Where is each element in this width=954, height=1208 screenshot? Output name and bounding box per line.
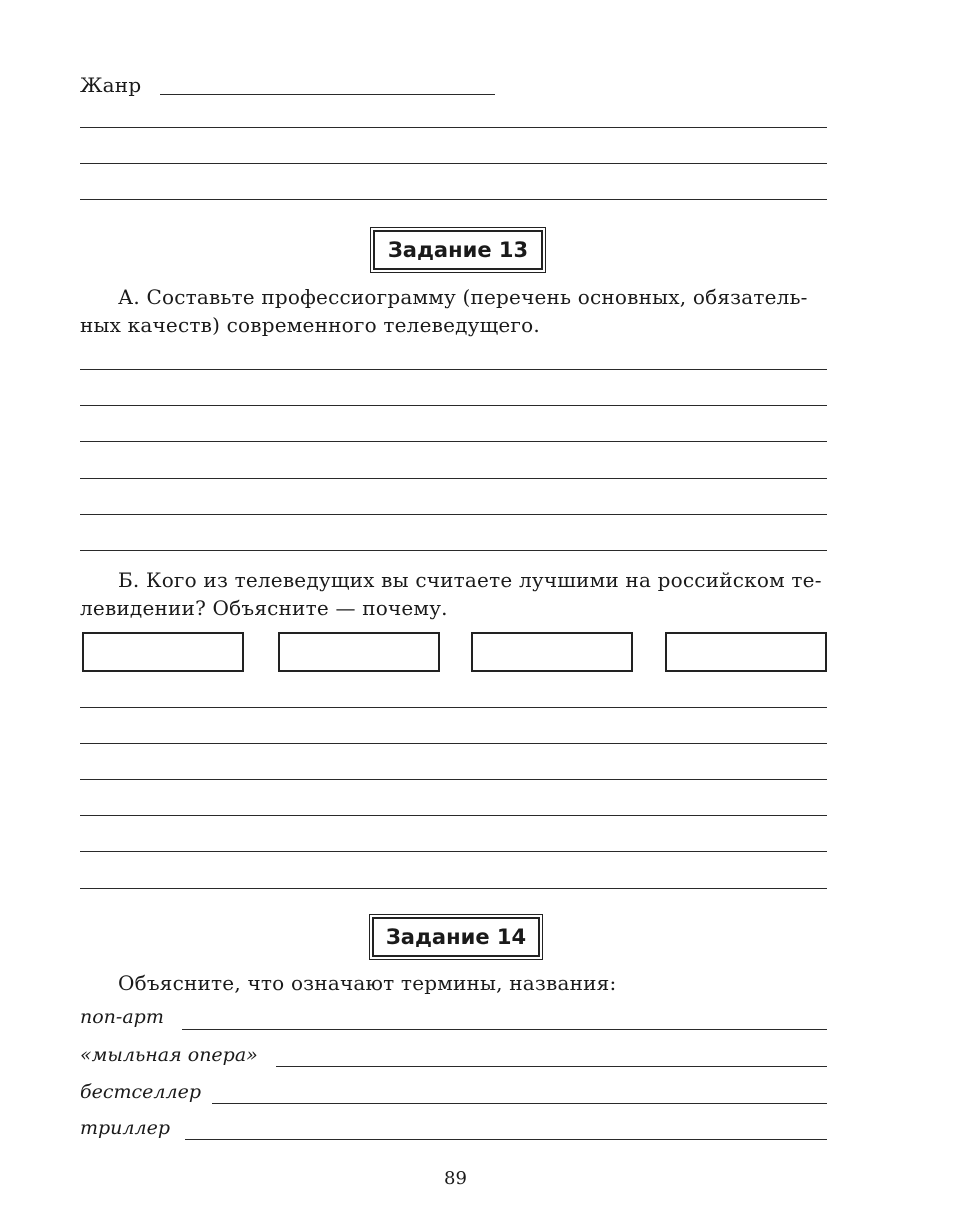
genre-answer-line[interactable] [160, 94, 495, 95]
term-soap-opera: «мыльная опера» [80, 1044, 258, 1066]
presenter-box-2[interactable] [278, 632, 440, 672]
answer-line[interactable] [80, 163, 827, 164]
task-13b-line1: Б. Кого из телеведущих вы считаете лучшими на российском те- [118, 568, 822, 592]
answer-line[interactable] [80, 888, 827, 889]
answer-line[interactable] [80, 478, 827, 479]
task-13b-line2: левидении? Объясните — почему. [80, 596, 448, 620]
answer-line[interactable] [80, 441, 827, 442]
presenter-box-1[interactable] [82, 632, 244, 672]
presenter-box-3[interactable] [471, 632, 633, 672]
term-bestseller: бестселлер [80, 1081, 201, 1103]
answer-line[interactable] [80, 779, 827, 780]
answer-line[interactable] [80, 127, 827, 128]
task-14-title: Задание 14 [372, 917, 540, 957]
answer-line[interactable] [80, 369, 827, 370]
answer-line[interactable] [80, 851, 827, 852]
answer-line[interactable] [80, 550, 827, 551]
task-13a-line1: А. Составьте профессиограмму (перечень основных, обязатель- [118, 285, 808, 309]
term-answer-line[interactable] [212, 1103, 827, 1104]
term-answer-line[interactable] [276, 1066, 827, 1067]
answer-line[interactable] [80, 405, 827, 406]
answer-line[interactable] [80, 743, 827, 744]
term-answer-line[interactable] [185, 1139, 827, 1140]
term-thriller: триллер [80, 1117, 171, 1139]
answer-line[interactable] [80, 514, 827, 515]
answer-line[interactable] [80, 199, 827, 200]
presenter-box-4[interactable] [665, 632, 827, 672]
task-14-instruction: Объясните, что означают термины, названия: [118, 971, 617, 995]
answer-line[interactable] [80, 707, 827, 708]
genre-label: Жанр [80, 73, 142, 97]
page-number: 89 [444, 1168, 467, 1189]
term-answer-line[interactable] [182, 1029, 827, 1030]
task-13a-line2: ных качеств) современного телеведущего. [80, 313, 540, 337]
answer-line[interactable] [80, 815, 827, 816]
term-pop-art: поп-арт [80, 1006, 164, 1028]
task-13-title: Задание 13 [373, 230, 543, 270]
